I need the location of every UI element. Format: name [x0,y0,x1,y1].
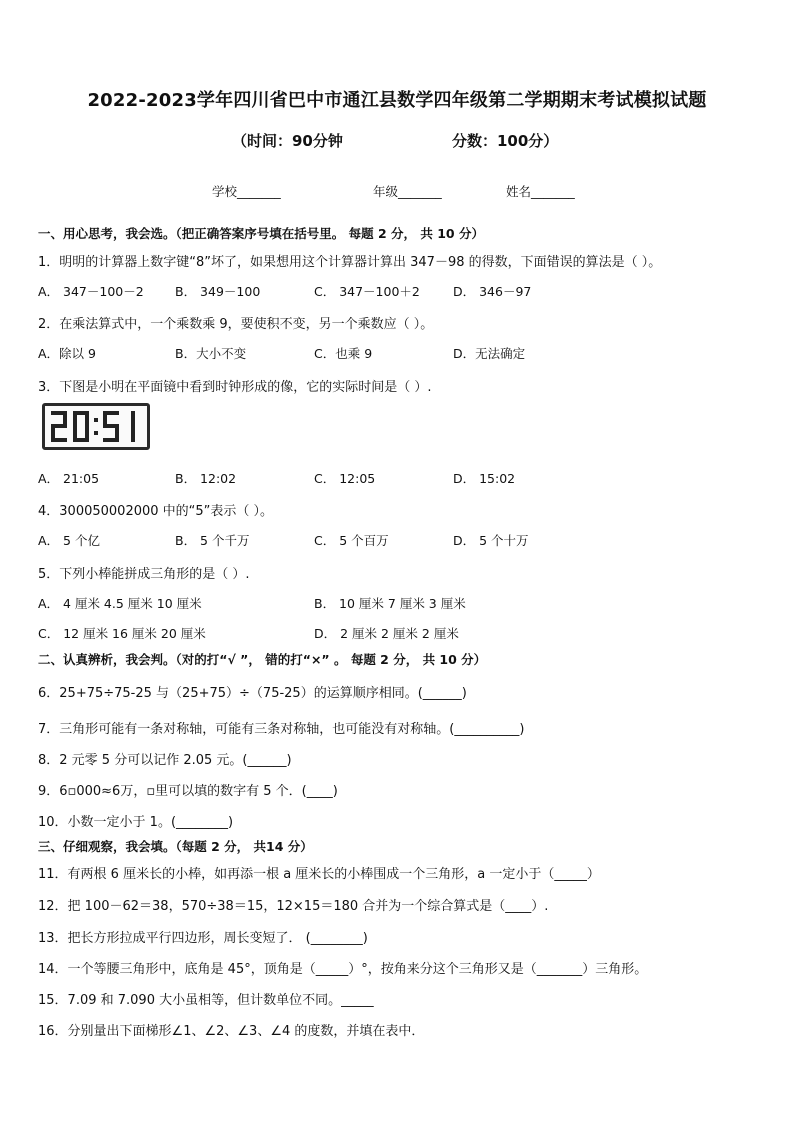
name-field: 姓名_______ [506,184,575,199]
q2-option-d: D．无法确定 [453,346,526,361]
digital-clock-image [42,403,150,450]
q1-option-b: B． 349－100 [175,284,261,299]
page-title: 2022-2023学年四川省巴中市通江县数学四年级第二学期期末考试模拟试题 [87,90,707,111]
q3-option-d: D． 15:02 [453,471,516,486]
question-1: 1．明明的计算器上数字键“8”坏了，如果想用这个计算器计算出 347－98 的得数，下面错误的算法是（ ）。 [38,255,662,270]
question-9: 9．6▫000≈6万，▫里可以填的数字有 5 个．(____) [38,784,338,799]
q5-option-b: B． 10 厘米 7 厘米 3 厘米 [314,596,466,611]
section-1-heading: 一、用心思考，我会选。（把正确答案序号填在括号里。 每题 2 分， 共 10 分） [38,226,484,241]
question-8: 8．2 元零 5 分可以记作 2.05 元。(______) [38,753,292,768]
q3-option-a: A． 21:05 [38,471,100,486]
question-7: 7．三角形可能有一条对称轴，可能有三条对称轴，也可能没有对称轴。(__________) [38,722,525,737]
question-15: 15．7.09 和 7.090 大小虽相等，但计数单位不同。_____ [38,993,374,1008]
question-16: 16．分别量出下面梯形∠1、∠2、∠3、∠4 的度数，并填在表中． [38,1024,425,1039]
q1-option-c: C． 347－100＋2 [314,284,420,299]
q5-option-d: D． 2 厘米 2 厘米 2 厘米 [314,626,459,641]
question-5: 5．下列小棒能拼成三角形的是（ ）. [38,567,250,582]
question-11: 11．有两根 6 厘米长的小棒，如再添一根 a 厘米长的小棒围成一个三角形，a 一定小于（_____） [38,867,600,882]
section-2-heading: 二、认真辨析，我会判。（对的打“√ ”， 错的打“×” 。 每题 2 分， 共 10 分） [38,652,487,667]
q5-option-a: A． 4 厘米 4.5 厘米 10 厘米 [38,596,202,611]
question-2: 2．在乘法算式中，一个乘数乘 9，要使积不变，另一个乘数应（ ）。 [38,317,434,332]
school-field: 学校_______ [212,184,281,199]
question-12: 12．把 100－62＝38，570÷38＝15，12×15＝180 合并为一个综合算式是（____）. [38,899,549,914]
q2-option-a: A．除以 9 [38,346,96,361]
q4-option-b: B． 5 个千万 [175,533,250,548]
q3-option-b: B． 12:02 [175,471,237,486]
question-3: 3．下图是小明在平面镜中看到时钟形成的像，它的实际时间是（ ）. [38,380,432,395]
q2-option-c: C．也乘 9 [314,346,373,361]
q4-option-d: D． 5 个十万 [453,533,529,548]
question-10: 10．小数一定小于 1。(________) [38,815,234,830]
section-3-heading: 三、仔细观察，我会填。（每题 2 分， 共14 分） [38,839,313,854]
q1-option-d: D． 346－97 [453,284,532,299]
q1-option-a: A． 347－100－2 [38,284,144,299]
question-13: 13．把长方形拉成平行四边形，周长变短了． (________) [38,931,368,946]
question-14: 14．一个等腰三角形中，底角是 45°，顶角是（_____）°，按角来分这个三角形又是（_______）三角形。 [38,962,648,977]
q5-option-c: C． 12 厘米 16 厘米 20 厘米 [38,626,206,641]
q3-option-c: C． 12:05 [314,471,376,486]
grade-field: 年级_______ [373,184,442,199]
q4-option-a: A． 5 个亿 [38,533,100,548]
question-6: 6．25+75÷75-25 与（25+75）÷（75-25）的运算顺序相同。(______) [38,686,467,701]
exam-time: （时间：90分钟 [232,132,343,150]
clock-digits-icon [45,406,147,447]
question-4: 4．300050002000 中的“5”表示（ ）。 [38,504,274,519]
exam-score: 分数：100分） [452,132,559,150]
q4-option-c: C． 5 个百万 [314,533,389,548]
q2-option-b: B．大小不变 [175,346,247,361]
